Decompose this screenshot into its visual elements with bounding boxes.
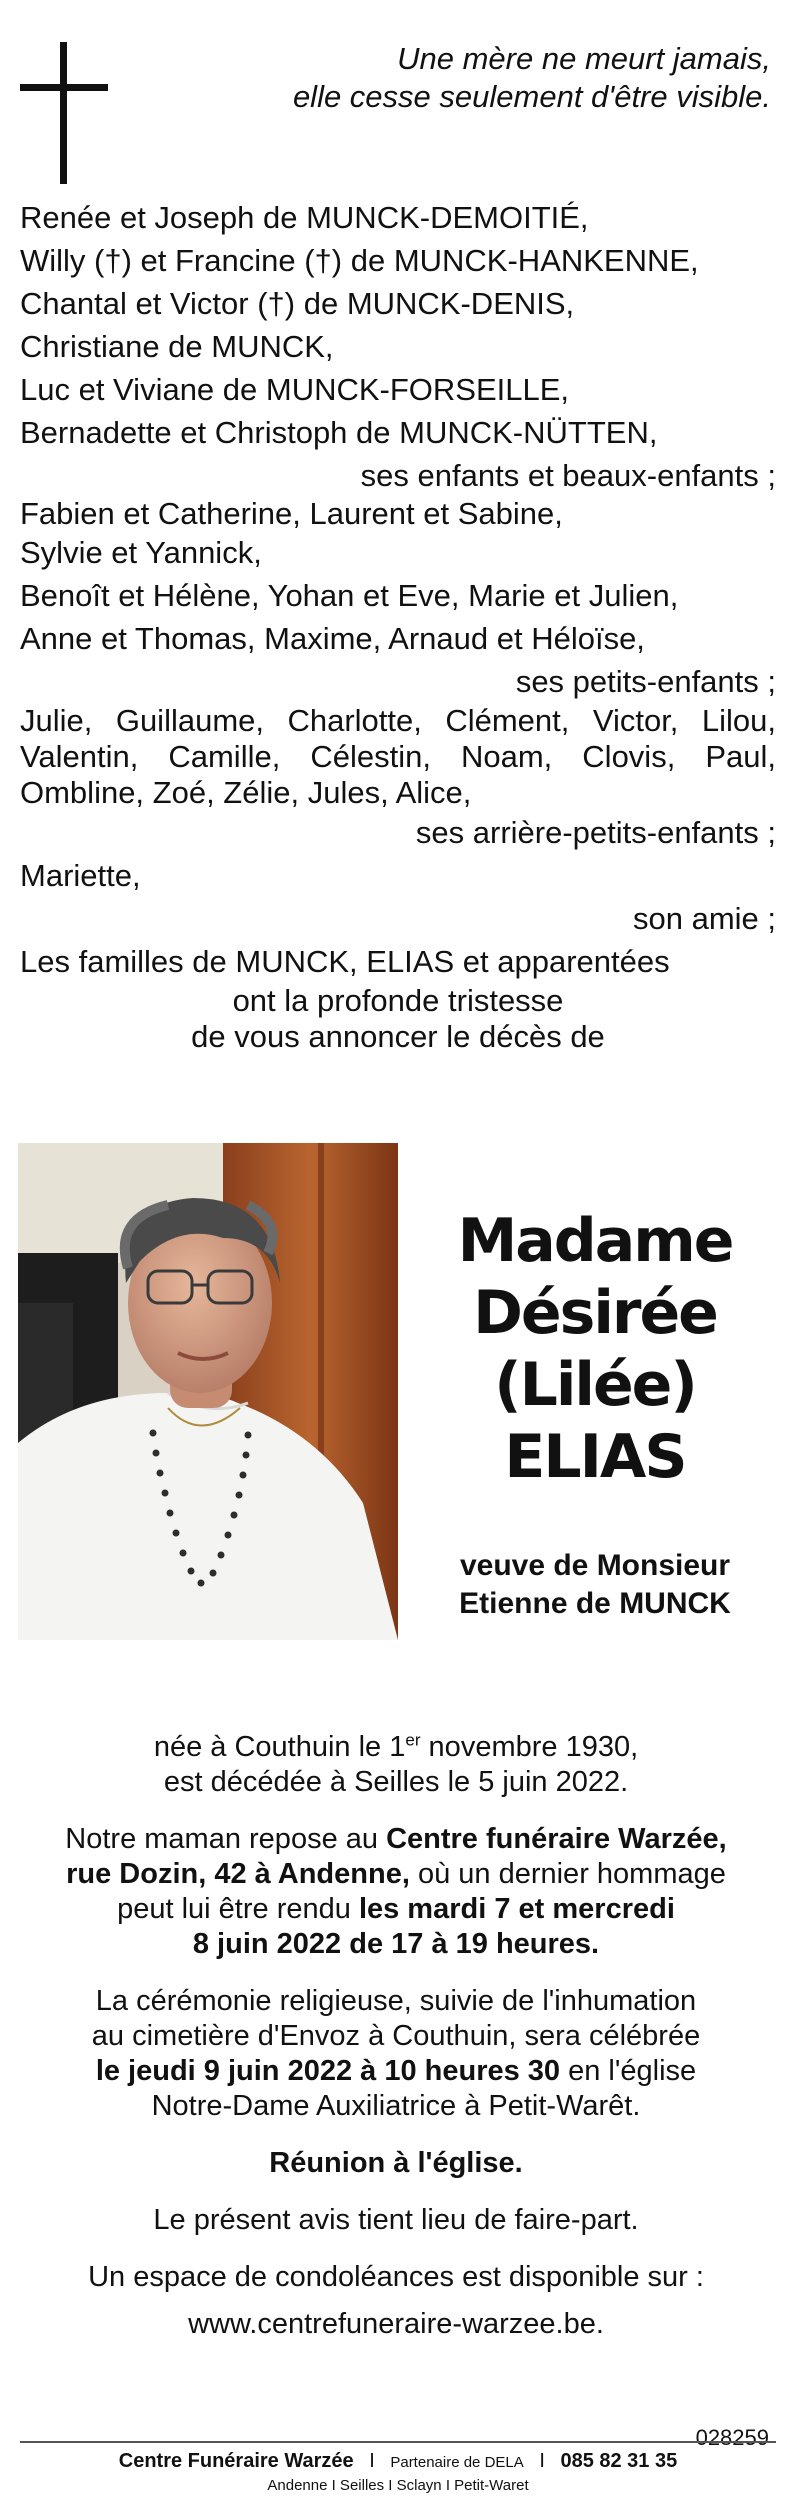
child-line: Christiane de MUNCK, <box>20 329 334 364</box>
meeting-line: Réunion à l'église. <box>269 2147 523 2179</box>
families-line: Les familles de MUNCK, ELIAS et apparentées <box>20 944 670 979</box>
deceased-nickname: (Lilée) <box>494 1350 696 1420</box>
repose-line: Notre maman repose au Centre funéraire Warzée, <box>65 1823 727 1855</box>
great-grandchild-line: Valentin, Camille, Célestin, Noam, Clovis, Paul, <box>20 739 776 774</box>
epigraph-quote <box>211 40 771 116</box>
child-line: Renée et Joseph de MUNCK-DEMOITIÉ, <box>20 200 589 235</box>
announce-line: de vous annoncer le décès de <box>191 1019 605 1054</box>
grandchildren-role: ses petits-enfants ; <box>515 664 776 699</box>
deceased-title: Madame <box>457 1206 733 1276</box>
grandchild-line: Benoît et Hélène, Yohan et Eve, Marie et Julien, <box>20 578 679 613</box>
condolences-url[interactable]: www.centrefuneraire-warzee.be. <box>188 2308 604 2340</box>
reference-number: 028259 <box>695 2425 769 2450</box>
widow-line: veuve de Monsieur <box>459 1549 731 1582</box>
friend-line: Mariette, <box>20 858 141 893</box>
ceremony-line: Notre-Dame Auxiliatrice à Petit-Warêt. <box>151 2090 641 2122</box>
child-line: Luc et Viviane de MUNCK-FORSEILLE, <box>20 372 570 407</box>
child-line: Chantal et Victor (†) de MUNCK-DENIS, <box>20 286 575 321</box>
deceased-last-name: ELIAS <box>504 1422 686 1492</box>
quote-line: Une mère ne meurt jamais, <box>397 41 771 76</box>
footer-locations: Andenne I Seilles I Sclayn I Petit-Waret <box>267 2477 529 2494</box>
quote-line: elle cesse seulement d'être visible. <box>292 79 771 114</box>
grandchild-line: Anne et Thomas, Maxime, Arnaud et Héloïse, <box>20 621 645 656</box>
grandchild-line: Sylvie et Yannick, <box>20 535 262 570</box>
great-grandchild-line: Ombline, Zoé, Zélie, Jules, Alice, <box>20 775 472 810</box>
ceremony-line: La cérémonie religieuse, suivie de l'inhumation <box>95 1985 697 2017</box>
death-line: est décédée à Seilles le 5 juin 2022. <box>163 1766 629 1798</box>
great-grandchildren-role: ses arrière-petits-enfants ; <box>415 815 776 850</box>
cross-icon <box>20 42 108 184</box>
ceremony-line: au cimetière d'Envoz à Couthuin, sera célébrée <box>91 2020 701 2052</box>
phone-number[interactable]: 085 82 31 35 <box>560 2450 678 2472</box>
child-line: Willy (†) et Francine (†) de MUNCK-HANKENNE, <box>20 243 699 278</box>
deceased-name-block <box>420 1205 770 1623</box>
widow-of <box>420 1547 770 1623</box>
company-name: Centre Funéraire Warzée <box>118 2450 354 2472</box>
great-grandchild-line: Julie, Guillaume, Charlotte, Clément, Victor, Lilou, <box>20 703 776 738</box>
notice-line: Le présent avis tient lieu de faire-part. <box>153 2204 639 2236</box>
birth-line: née à Couthuin le 1er novembre 1930, <box>153 1730 639 1763</box>
deceased-first-name: Désirée <box>473 1278 717 1348</box>
widow-line: Etienne de MUNCK <box>459 1587 731 1620</box>
children-role: ses enfants et beaux-enfants ; <box>360 458 776 493</box>
repose-line: peut lui être rendu les mardi 7 et mercredi <box>117 1893 675 1925</box>
announce-line: ont la profonde tristesse <box>232 983 564 1018</box>
condolences-line: Un espace de condoléances est disponible sur : <box>88 2261 704 2293</box>
partner-label: Partenaire de DELA <box>390 2454 524 2471</box>
funeral-home-footer <box>20 2441 776 2497</box>
family-list <box>20 196 776 1055</box>
funeral-details <box>20 1730 772 2342</box>
child-line: Bernadette et Christoph de MUNCK-NÜTTEN, <box>20 415 658 450</box>
portrait-photo <box>18 1143 398 1640</box>
friend-role: son amie ; <box>632 901 776 936</box>
repose-line: rue Dozin, 42 à Andenne, où un dernier hommage <box>66 1858 726 1890</box>
grandchild-line: Fabien et Catherine, Laurent et Sabine, <box>20 496 563 531</box>
repose-line: 8 juin 2022 de 17 à 19 heures. <box>192 1928 600 1960</box>
ceremony-line: le jeudi 9 juin 2022 à 10 heures 30 en l'église <box>95 2055 697 2087</box>
footer-main-row: Centre Funéraire Warzée I Partenaire de DELA I 085 82 31 35 <box>118 2450 678 2472</box>
